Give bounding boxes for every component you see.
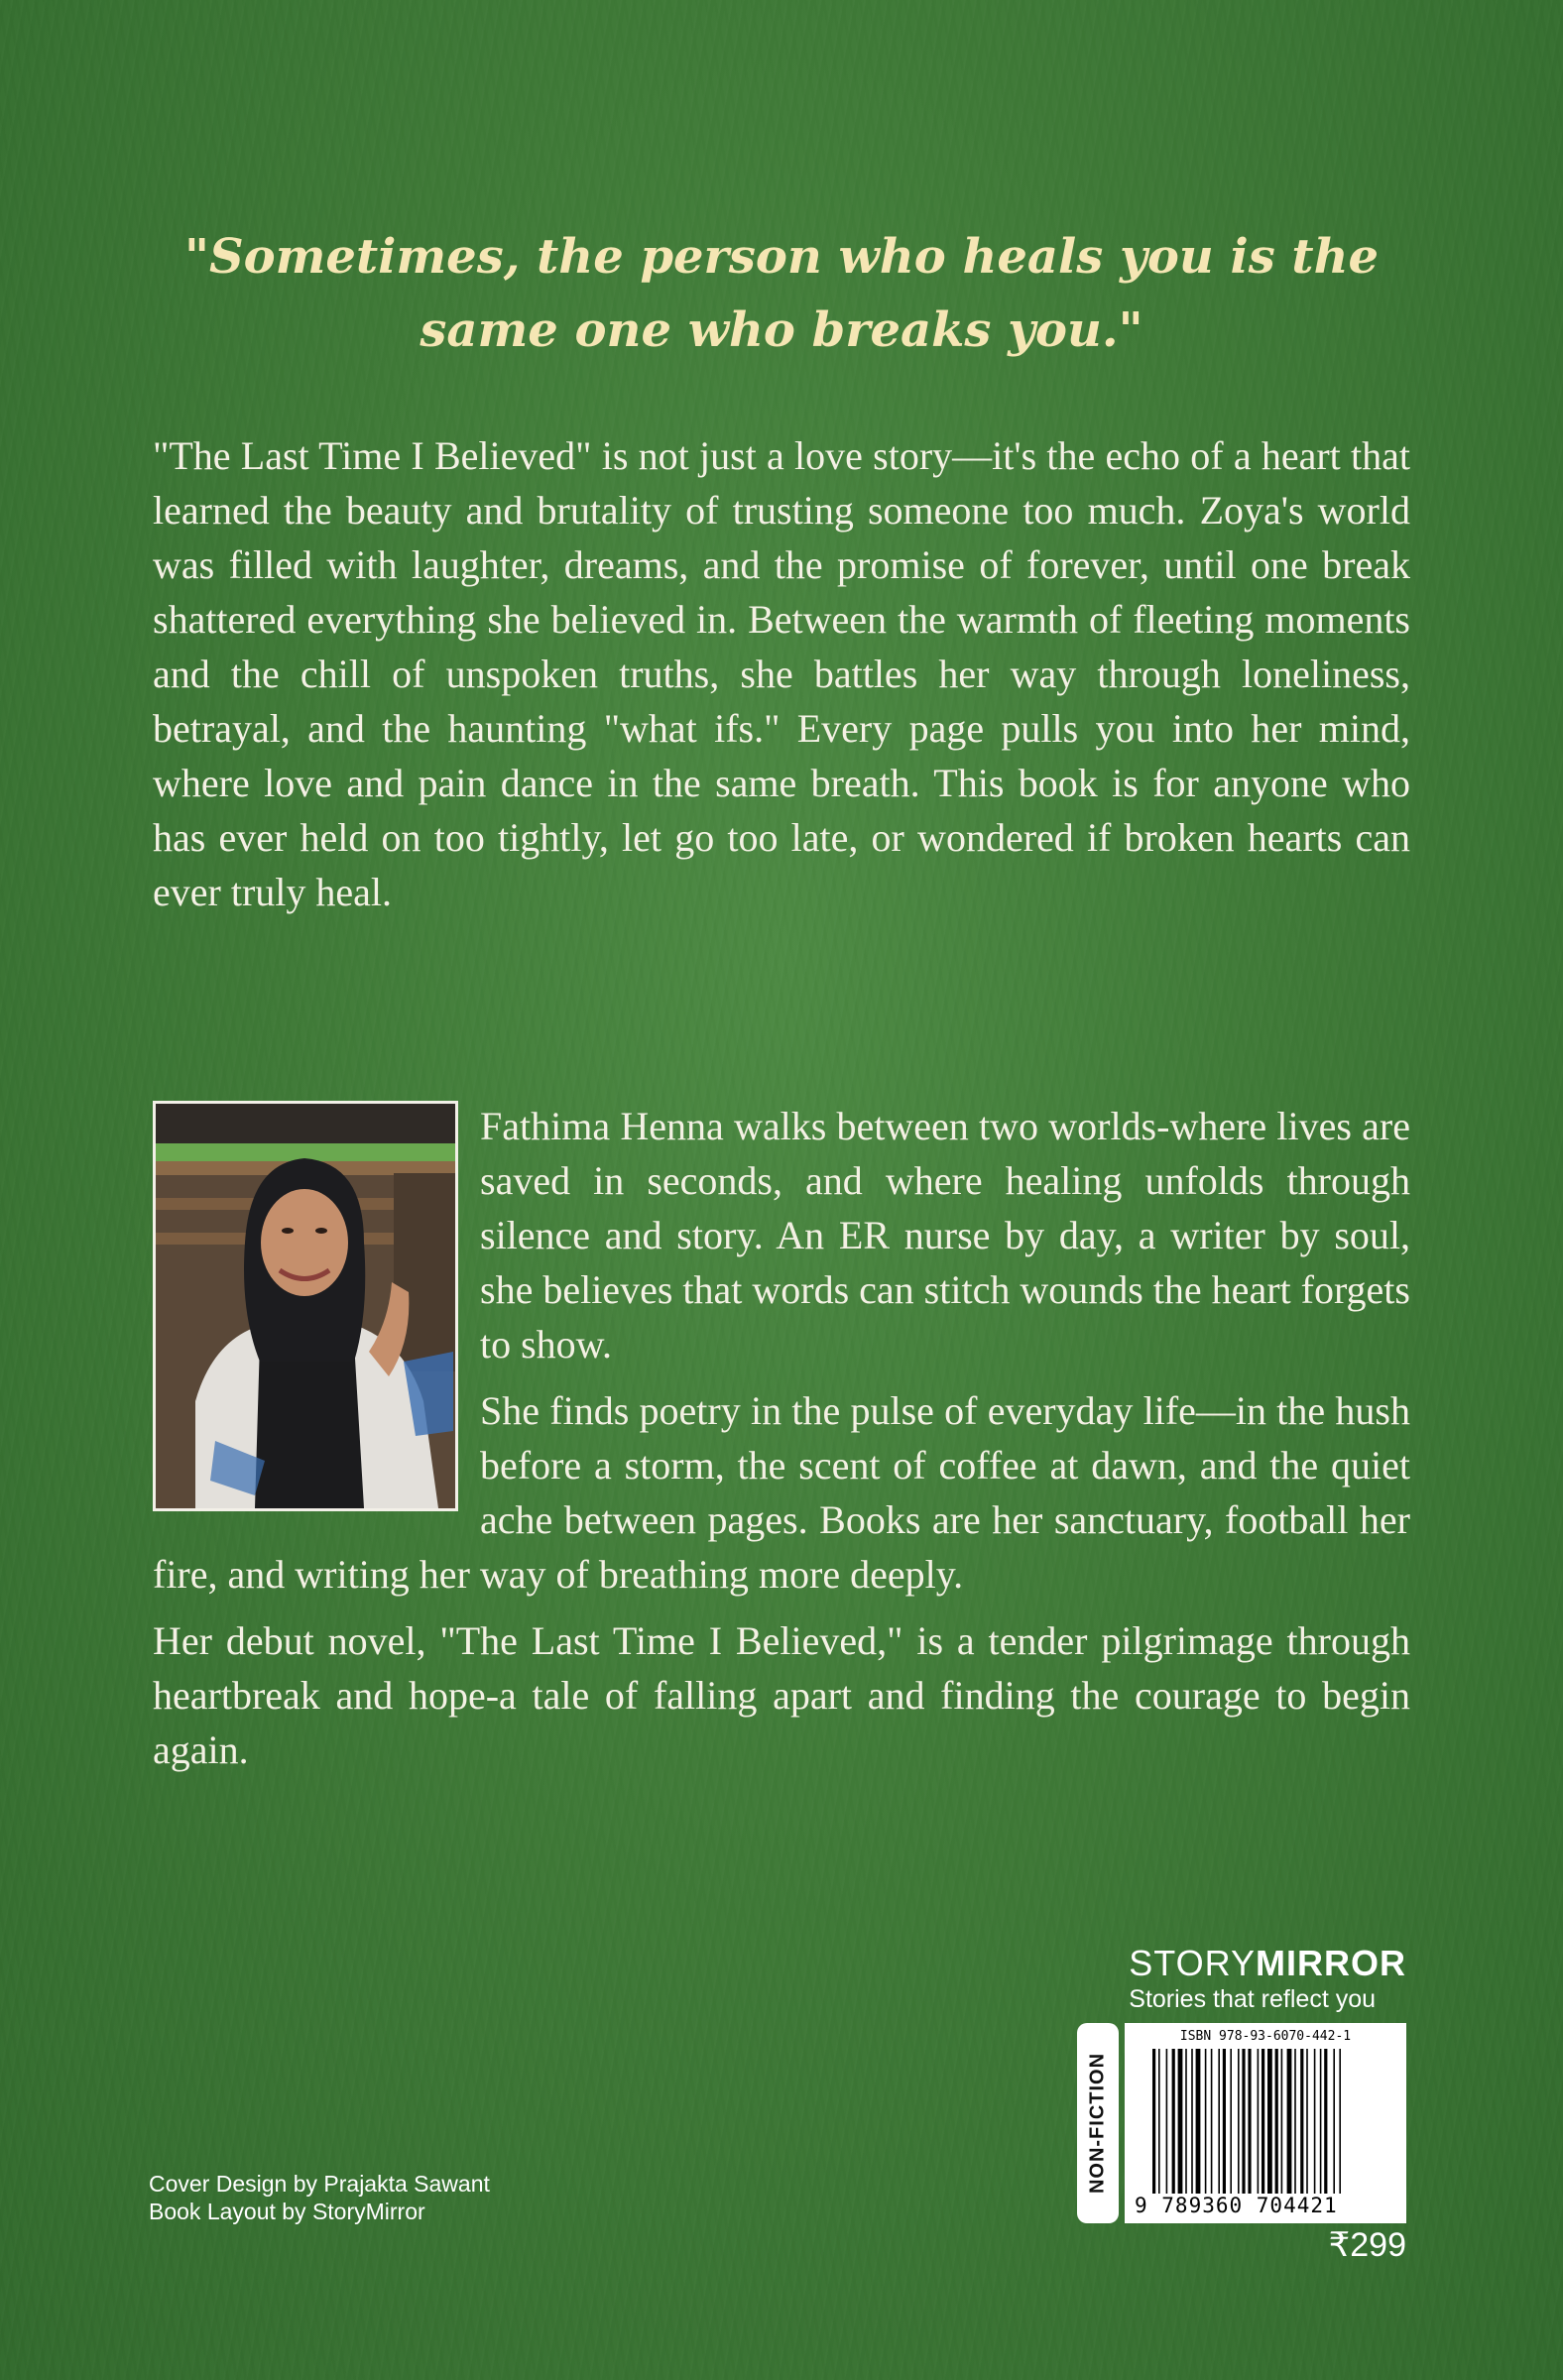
price: ₹299	[1328, 2226, 1406, 2264]
barcode-bars-icon	[1152, 2049, 1381, 2194]
author-bio-paragraph-2: She finds poetry in the pulse of everyday life—in the hush before a storm, the scent of coffee at dawn, and the quiet ache between pages. Books are her sanctuary, football her fire, and writing her way of breathing more deeply.	[153, 1388, 1410, 1597]
book-blurb: "The Last Time I Believed" is not just a love story—it's the echo of a heart that learned the beauty and brutality of trusting someone too much. Zoya's world was filled with laughter, dreams, and the promise of forever, until one break shattered everything she believed in. Between the warmth of fleeting moments and the chill of unspoken truths, she battles her way through loneliness, betrayal, and the haunting "what ifs." Every page pulls you into her mind, where love and pain dance in the same breath. This book is for anyone who has ever held on too tightly, let go too late, or wondered if broken hearts can ever truly heal.	[153, 433, 1410, 914]
quote-line-1: "Sometimes, the person who heals you is the	[183, 229, 1380, 285]
author-photo	[153, 1101, 458, 1511]
book-layout-credit: Book Layout by StoryMirror	[149, 2199, 425, 2224]
credits	[149, 2170, 490, 2225]
logo-bold-text: MIRROR	[1256, 1943, 1406, 1983]
author-bio	[153, 1099, 1410, 1789]
isbn-barcode	[1125, 2023, 1406, 2223]
genre-label	[1077, 2023, 1119, 2223]
publisher-brand	[1129, 1944, 1406, 2015]
logo-light-text: STORY	[1129, 1943, 1256, 1983]
author-bio-paragraph-1: Fathima Henna walks between two worlds-where lives are saved in seconds, and where healing unfolds through silence and story. An ER nurse by day, a writer by soul, she believes that words can stitch wounds the heart forgets to show.	[480, 1104, 1410, 1367]
genre-text: NON-FICTION	[1086, 2052, 1109, 2195]
tagline-quote	[149, 220, 1414, 367]
isbn-digits: 9 789360 704421	[1135, 2194, 1338, 2217]
cover-design-credit: Cover Design by Prajakta Sawant	[149, 2171, 490, 2197]
isbn-label: ISBN 978-93-6070-442-1	[1179, 2029, 1352, 2044]
publisher-logo	[1129, 1944, 1406, 1983]
quote-line-2: same one who breaks you."	[420, 302, 1143, 358]
author-bio-paragraph-3: Her debut novel, "The Last Time I Believed," is a tender pilgrimage through heartbreak and hope-a tale of falling apart and finding the courage to begin again.	[153, 1618, 1410, 1772]
publisher-tagline: Stories that reflect you	[1129, 1985, 1377, 2013]
author-portrait-illustration	[156, 1104, 455, 1508]
